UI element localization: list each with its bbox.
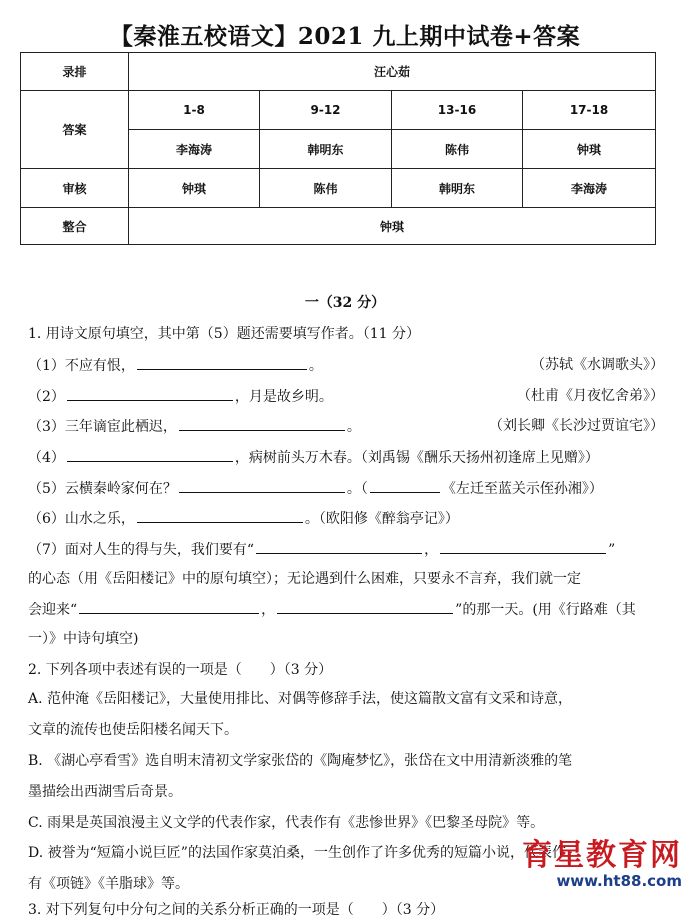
option-line: C. 雨果是英国浪漫主义文学的代表作家，代表作有《悲惨世界》《巴黎圣母院》等。 bbox=[28, 815, 545, 831]
q1-stem: 1. 用诗文原句填空，其中第（5）题还需要填写作者。（11 分） bbox=[28, 326, 420, 342]
answer-name-cell: 陈伟 bbox=[392, 130, 523, 169]
q1-item-7-line4: 一）》中诗句填空) bbox=[28, 631, 139, 647]
q1-item-5 bbox=[28, 478, 603, 499]
q1-item-7-line1 bbox=[28, 539, 615, 560]
option-line: B. 《湖心亭看雪》选自明末清初文学家张岱的《陶庵梦忆》，张岱在文中用清新淡雅的笔 bbox=[28, 753, 573, 769]
answer-blank[interactable] bbox=[79, 599, 259, 614]
q1-item-text: 。（ bbox=[346, 481, 368, 497]
document-title: 【秦淮五校语文】2021 九上期中试卷+答案 bbox=[109, 23, 581, 50]
q1-item-text: ”的那一天。(用《行路难（其 bbox=[455, 602, 636, 618]
answer-blank[interactable] bbox=[179, 416, 345, 431]
answer-blank[interactable] bbox=[256, 539, 422, 554]
q1-item-text: ” bbox=[608, 542, 616, 558]
range-cell: 13-16 bbox=[392, 91, 523, 130]
option-line: 墨描绘出西湖雪后奇景。 bbox=[28, 784, 182, 800]
review-name-cell: 韩明东 bbox=[392, 169, 523, 208]
review-name-cell: 李海涛 bbox=[523, 169, 656, 208]
q2-stem: 2. 下列各项中表述有误的一项是（ ）（3 分） bbox=[28, 662, 333, 678]
range-cell: 17-18 bbox=[523, 91, 656, 130]
q1-item-text: （4） bbox=[28, 450, 65, 466]
q1-source: （刘长卿《长沙过贾谊宅》） bbox=[489, 418, 664, 434]
q1-source: （杜甫《月夜忆舍弟》） bbox=[517, 388, 664, 404]
author-blank[interactable] bbox=[370, 478, 440, 493]
q1-item-text: （6）山水之乐， bbox=[28, 511, 135, 527]
q1-item-text: （5）云横秦岭家何在？ bbox=[28, 481, 177, 497]
q1-item-2 bbox=[28, 386, 333, 407]
q1-item-1 bbox=[28, 355, 323, 376]
option-line: 有《项链》《羊脂球》等。 bbox=[28, 876, 189, 892]
q1-item-text: ，病树前头万木春。（刘禹锡《酬乐天扬州初逢席上见赠》） bbox=[234, 450, 599, 466]
option-line: A. 范仲淹《岳阳楼记》，大量使用排比、对偶等修辞手法，使这篇散文富有文采和诗意， bbox=[28, 691, 573, 707]
answer-blank[interactable] bbox=[137, 355, 307, 370]
section-title: 一（32 分） bbox=[304, 295, 386, 311]
answer-blank[interactable] bbox=[137, 508, 303, 523]
range-cell: 1-8 bbox=[129, 91, 260, 130]
q1-item-text: ，月是故乡明。 bbox=[234, 389, 333, 405]
q1-item-text: 《左迁至蓝关示侄孙湘》） bbox=[441, 481, 603, 497]
answer-blank[interactable] bbox=[179, 478, 345, 493]
q3-stem-cut: 3. 对下列复句中分句之间的关系分析正确的一项是（ ）（3 分） bbox=[28, 902, 445, 918]
range-cell: 9-12 bbox=[260, 91, 392, 130]
q2-option-b bbox=[28, 746, 664, 808]
answer-name-cell: 钟琪 bbox=[523, 130, 656, 169]
watermark-logo: 育星教育网 bbox=[522, 838, 682, 873]
q1-item-text: 会迎来“ bbox=[28, 602, 78, 618]
label-answer: 答案 bbox=[21, 91, 129, 169]
q1-source: （苏轼《水调歌头》） bbox=[531, 357, 664, 373]
q2-option-c bbox=[28, 808, 664, 839]
q1-item-text: ， bbox=[424, 542, 439, 558]
answer-name-cell: 韩明东 bbox=[260, 130, 392, 169]
label-integrate: 整合 bbox=[21, 208, 129, 245]
q1-item-text: （7）面对人生的得与失，我们要有“ bbox=[28, 542, 255, 558]
q1-item-text: 。 bbox=[308, 358, 323, 374]
q1-item-text: （2） bbox=[28, 389, 65, 405]
answer-blank[interactable] bbox=[277, 599, 453, 614]
q1-item-4 bbox=[28, 447, 599, 468]
q1-item-text: （1）不应有恨， bbox=[28, 358, 135, 374]
review-name-cell: 陈伟 bbox=[260, 169, 392, 208]
answer-blank[interactable] bbox=[440, 539, 606, 554]
q1-item-7-line2: 的心态（用《岳阳楼记》中的原句填空）；无论遇到什么困难，只要永不言弃，我们就一定 bbox=[28, 571, 581, 587]
watermark bbox=[522, 840, 682, 890]
option-line: 文章的流传也使岳阳楼名闻天下。 bbox=[28, 722, 238, 738]
q1-item-text: ， bbox=[261, 602, 276, 618]
watermark-url: www.ht88.com bbox=[556, 872, 682, 890]
value-luopai: 汪心茹 bbox=[129, 53, 656, 91]
q1-item-7-line3 bbox=[28, 599, 636, 620]
q1-item-text: 。（欧阳修《醉翁亭记》） bbox=[304, 511, 459, 527]
q2-option-a bbox=[28, 684, 664, 746]
answer-name-cell: 李海涛 bbox=[129, 130, 260, 169]
answer-blank[interactable] bbox=[67, 386, 233, 401]
value-integrate: 钟琪 bbox=[129, 208, 656, 245]
q1-item-3 bbox=[28, 416, 361, 437]
review-name-cell: 钟琪 bbox=[129, 169, 260, 208]
label-review: 审核 bbox=[21, 169, 129, 208]
option-line: D. 被誉为“短篇小说巨匠”的法国作家莫泊桑，一生创作了许多优秀的短篇小说，代表作 bbox=[28, 845, 566, 861]
answer-blank[interactable] bbox=[67, 447, 233, 462]
q1-item-6 bbox=[28, 508, 459, 529]
q1-item-text: （3）三年谪宦此栖迟， bbox=[28, 419, 177, 435]
q1-item-text: 。 bbox=[346, 419, 361, 435]
staff-table bbox=[20, 52, 656, 245]
label-luopai: 录排 bbox=[21, 53, 129, 91]
